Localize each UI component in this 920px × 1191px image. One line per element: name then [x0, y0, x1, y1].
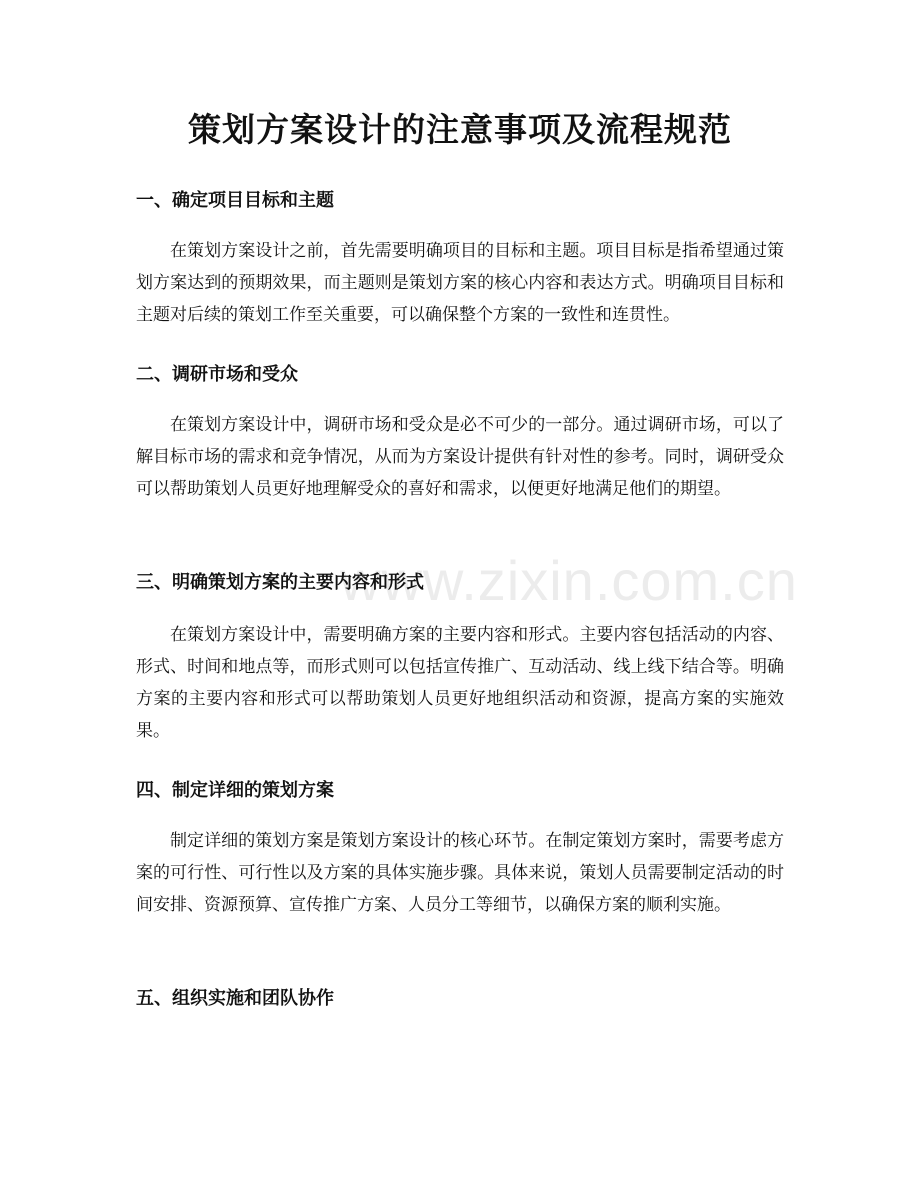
section-heading-4: 四、制定详细的策划方案 [136, 780, 334, 801]
section-heading-5: 五、组织实施和团队协作 [136, 988, 334, 1009]
section-heading-1: 一、确定项目目标和主题 [136, 190, 334, 211]
section-body-2: 在策划方案设计中，调研市场和受众是必不可少的一部分。通过调研市场，可以了解目标市场的需求和竞争情况，从而为方案设计提供有针对性的参考。同时，调研受众可以帮助策划人员更好地理解受众的喜好和需求，以便更好地满足他们的期望。 [136, 415, 784, 499]
section-body-3: 在策划方案设计中，需要明确方案的主要内容和形式。主要内容包括活动的内容、形式、时间和地点等，而形式则可以包括宣传推广、互动活动、线上线下结合等。明确方案的主要内容和形式可以帮助策划人员更好地组织活动和资源，提高方案的实施效果。 [136, 625, 784, 741]
section-body-1: 在策划方案设计之前，首先需要明确项目的目标和主题。项目目标是指希望通过策划方案达到的预期效果，而主题则是策划方案的核心内容和表达方式。明确项目目标和主题对后续的策划工作至关重要，可以确保整个方案的一致性和连贯性。 [136, 241, 784, 325]
section-heading-2: 二、调研市场和受众 [136, 364, 298, 385]
section-heading-3: 三、明确策划方案的主要内容和形式 [136, 572, 424, 593]
section-body-4: 制定详细的策划方案是策划方案设计的核心环节。在制定策划方案时，需要考虑方案的可行性、可行性以及方案的具体实施步骤。具体来说，策划人员需要制定活动的时间安排、资源预算、宣传推广方案、人员分工等细节，以确保方案的顺利实施。 [136, 831, 784, 915]
document-title: 策划方案设计的注意事项及流程规范 [188, 110, 732, 149]
watermark: www.zixin.com.cn [340, 549, 798, 612]
